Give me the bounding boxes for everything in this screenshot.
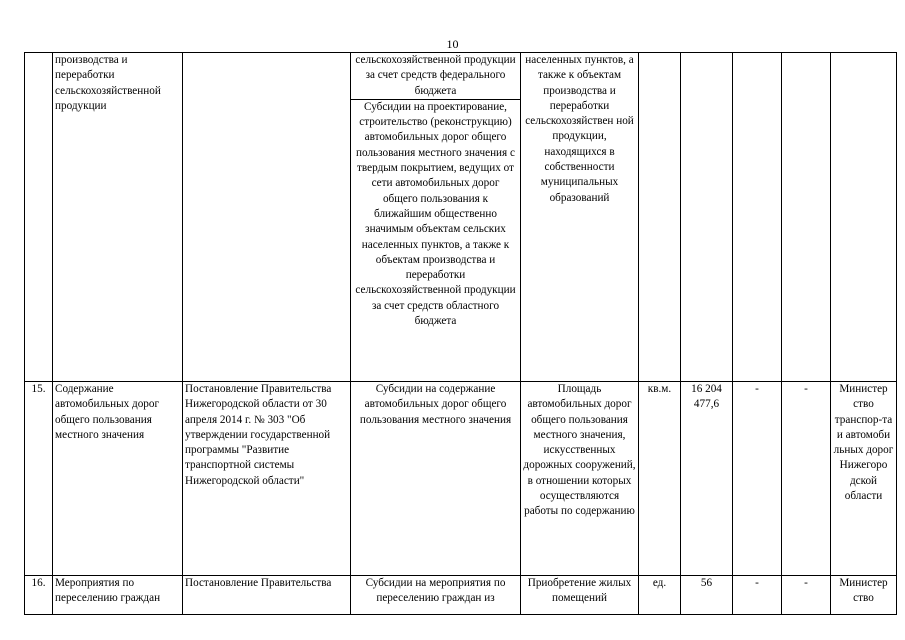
- subsidy-type: Субсидии на содержание автомобильных дорог общего пользования местного значения: [351, 382, 521, 576]
- indicator-value: 16 204 477,6: [681, 382, 733, 576]
- indicator-value: 56: [681, 576, 733, 615]
- indicator-value: [681, 53, 733, 382]
- executor: Министер ство транспор-та и автомоби льных дорог Нижегоро дской области: [831, 382, 897, 576]
- row-number: 15.: [25, 382, 53, 576]
- executor: Министер ство: [831, 576, 897, 615]
- indicator: Приобретение жилых помещений: [521, 576, 639, 615]
- row-number: [25, 53, 53, 382]
- value-col-9: -: [782, 382, 831, 576]
- measure-name: Мероприятия по переселению граждан: [53, 576, 183, 615]
- legal-basis: Постановление Правительства Нижегородской области от 30 апреля 2014 г. № 303 "Об утверждении государственной программы "Развитие транспортной системы Нижегородской области": [183, 382, 351, 576]
- unit: [639, 53, 681, 382]
- unit: кв.м.: [639, 382, 681, 576]
- page-number: 10: [446, 37, 459, 51]
- table-row: [25, 576, 897, 615]
- indicator: Площадь автомобильных дорог общего пользования местного значения, искусственных дорожных сооружений, в отношении которых осуществляются работы по содержанию: [521, 382, 639, 576]
- legal-basis: [183, 53, 351, 382]
- table-row: [25, 382, 897, 576]
- subsidy-type: Субсидии на мероприятия по переселению граждан из: [351, 576, 521, 615]
- value-col-9: -: [782, 576, 831, 615]
- executor: [831, 53, 897, 382]
- value-col-8: -: [733, 382, 782, 576]
- indicator: населенных пунктов, а также к объектам производства и переработки сельскохозяйствен ной продукции, находящихся в собственности муниципальных образований: [521, 53, 639, 382]
- value-col-9: [782, 53, 831, 382]
- subsidy-part: Субсидии на проектирование, строительство (реконструкцию) автомобильных дорог общего пользования местного значения с твердым покрытием, ведущих от сети автомобильных дорог общего пользования к ближайшим общественно значимым объектам сельских населенных пунктов, а также к объектам производства и переработки сельскохозяйственной продукции за счет средств областного бюджета: [355, 100, 516, 328]
- value-col-8: -: [733, 576, 782, 615]
- programs-table: [24, 52, 897, 615]
- unit: ед.: [639, 576, 681, 615]
- legal-basis: Постановление Правительства: [183, 576, 351, 615]
- table-row: [25, 53, 897, 382]
- row-number: 16.: [25, 576, 53, 615]
- measure-name: производства и переработки сельскохозяйственной продукции: [53, 53, 183, 382]
- value-col-8: [733, 53, 782, 382]
- measure-name: Содержание автомобильных дорог общего пользования местного значения: [53, 382, 183, 576]
- subsidy-part: сельскохозяйственной продукции за счет средств федерального бюджета: [351, 53, 520, 100]
- subsidy-type: [351, 53, 521, 382]
